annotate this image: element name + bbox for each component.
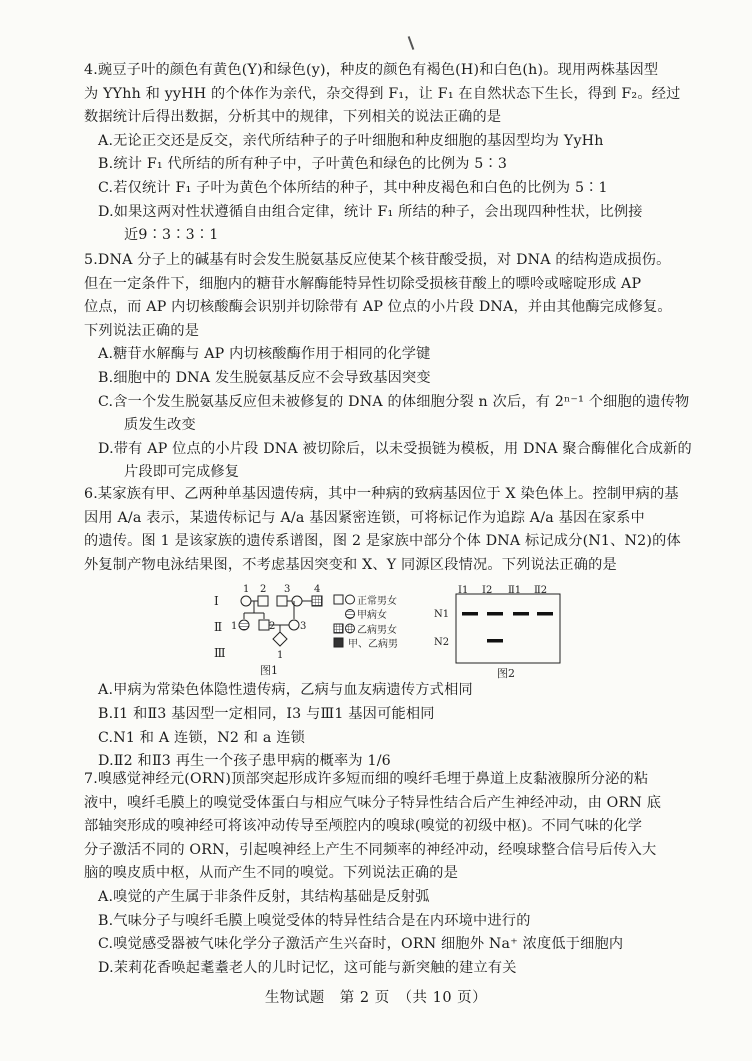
legend-label: 甲病女 bbox=[357, 610, 387, 621]
question-stem-line: 为 YYhh 和 yyHH 的个体作为亲代，杂交得到 F₁，让 F₁ 在自然状态下生长，得到 F₂。经过 bbox=[84, 85, 681, 102]
option-a: A.甲病为常染色体隐性遗传病，乙病与血友病遗传方式相同 bbox=[98, 682, 473, 699]
band-n2-lane-2 bbox=[487, 639, 503, 643]
option-c: C.嗅觉感受器被气味化学分子激活产生兴奋时，ORN 细胞外 Na⁺ 浓度低于细胞内 bbox=[98, 936, 624, 953]
question-5 bbox=[84, 249, 704, 485]
individual-number: 3 bbox=[300, 621, 307, 632]
question-stem-line: 数据统计后得出数据，分析其中的规律，下列相关的说法正确的是 bbox=[84, 109, 502, 126]
electrophoresis-figure bbox=[432, 585, 562, 679]
legend-disease-b-female-icon bbox=[346, 624, 355, 633]
question-stem-line: 因用 A/a 表示，某遗传标记与 A/a 基因紧密连锁，可将标记作为追踪 A/a 基因在家系中 bbox=[84, 509, 645, 526]
option-c: C.含一个发生脱氨基反应但未被修复的 DNA 的体细胞分裂 n 次后，有 2ⁿ⁻¹ 个细胞的遗传物 bbox=[98, 393, 690, 410]
pedigree-figure bbox=[210, 581, 430, 679]
option-a: A.嗅觉的产生属于非条件反射，其结构基础是反射弧 bbox=[98, 888, 430, 905]
option-b: B.气味分子与嗅纤毛膜上嗅觉受体的特异性结合是在内环境中进行的 bbox=[98, 912, 531, 929]
option-d: D.如果这两对性状遵循自由组合定律，统计 F₁ 所结的种子，会出现四种性状，比例接 bbox=[98, 203, 643, 220]
legend-female-normal-icon bbox=[346, 595, 355, 604]
individual-number: 2 bbox=[269, 621, 276, 632]
question-stem-line: 下列说法正确的是 bbox=[84, 322, 200, 339]
question-stem-line: 位点，而 AP 内切核酸酶会识别并切除带有 AP 位点的小片段 DNA，并由其他酶完成修复。 bbox=[84, 299, 672, 316]
question-stem-line: 6.某家族有甲、乙两种单基因遗传病，其中一种病的致病基因位于 X 染色体上。控制甲病的基 bbox=[84, 486, 679, 502]
male-normal-symbol bbox=[277, 596, 287, 606]
band-row-label: N1 bbox=[434, 609, 450, 620]
option-a: A.无论正交还是反交，亲代所结种子的子叶细胞和种皮细胞的基因型均为 YyHh bbox=[98, 132, 604, 149]
female-disease-a-symbol bbox=[239, 620, 249, 630]
figure-2-caption: 图2 bbox=[497, 667, 515, 679]
legend-disease-a-female-icon bbox=[346, 610, 355, 619]
male-normal-symbol bbox=[258, 596, 268, 606]
option-b: B.Ⅰ1 和Ⅱ3 基因型一定相同，Ⅰ3 与Ⅲ1 基因可能相同 bbox=[98, 705, 435, 722]
question-stem-line: 的遗传。图 1 是该家族的遗传系谱图，图 2 是家族中部分个体 DNA 标记成分(N1、N2)的体 bbox=[84, 533, 681, 550]
lane-label: Ⅰ2 bbox=[482, 585, 493, 596]
male-normal-symbol bbox=[259, 620, 269, 630]
individual-number: 4 bbox=[314, 584, 321, 595]
legend-both-diseases-male-icon bbox=[334, 638, 343, 647]
male-disease-b-symbol bbox=[312, 596, 322, 606]
female-normal-symbol bbox=[241, 596, 251, 606]
generation-label: Ⅲ bbox=[214, 646, 226, 660]
option-d-continued: 片段即可完成修复 bbox=[124, 464, 240, 481]
figure-1-caption: 图1 bbox=[260, 664, 278, 677]
legend-label: 正常男女 bbox=[357, 596, 397, 607]
question-stem-line: 液中，嗅纤毛膜上的嗅觉受体蛋白与相应气味分子特异性结合后产生神经冲动，由 ORN 底 bbox=[84, 794, 662, 811]
question-stem-line: 7.嗅感觉神经元(ORN)顶部突起形成许多短而细的嗅纤毛埋于鼻道上皮黏液腺所分泌的粘 bbox=[84, 771, 649, 787]
band-n1-lane-2 bbox=[487, 612, 503, 616]
legend-disease-b-male-icon bbox=[334, 624, 343, 633]
lane-label: Ⅱ1 bbox=[508, 585, 522, 596]
female-normal-symbol bbox=[289, 620, 299, 630]
question-stem-line: 部轴突形成的嗅神经可将该冲动传导至颅腔内的嗅球(嗅觉的初级中枢)。不同气味的化学 bbox=[84, 818, 643, 835]
option-a: A.糖苷水解酶与 AP 内切核酸酶作用于相同的化学键 bbox=[98, 346, 431, 363]
option-c-continued: 质发生改变 bbox=[124, 417, 196, 434]
individual-number: 2 bbox=[260, 584, 267, 595]
question-stem-line: 4.豌豆子叶的颜色有黄色(Y)和绿色(y)，种皮的颜色有褐色(H)和白色(h)。现用两株基因型 bbox=[84, 62, 659, 78]
option-b: B.统计 F₁ 代所结的所有种子中，子叶黄色和绿色的比例为 5∶3 bbox=[98, 156, 508, 173]
question-4 bbox=[84, 59, 704, 248]
band-n1-lane-1 bbox=[462, 612, 478, 616]
legend-label: 乙病男女 bbox=[357, 625, 397, 636]
individual-number: 1 bbox=[231, 621, 238, 632]
question-7 bbox=[84, 768, 704, 980]
generation-label: Ⅱ bbox=[214, 620, 223, 634]
option-c: C.若仅统计 F₁ 子叶为黄色个体所结的种子，其中种皮褐色和白色的比例为 5∶1 bbox=[98, 179, 608, 196]
band-n1-lane-3 bbox=[513, 612, 529, 616]
question-stem-line: 脑的嗅皮质中枢，从而产生不同的嗅觉。下列说法正确的是 bbox=[84, 865, 459, 882]
lane-label: Ⅰ1 bbox=[458, 585, 469, 596]
question-stem-line: 5.DNA 分子上的碱基有时会发生脱氨基反应使某个核苷酸受损，对 DNA 的结构造成损伤。 bbox=[84, 252, 671, 268]
individual-number: 1 bbox=[243, 584, 250, 595]
individual-number: 3 bbox=[284, 584, 291, 595]
generation-label: Ⅰ bbox=[214, 594, 219, 608]
question-stem-line: 分子激活不同的 ORN，引起嗅神经上产生不同频率的神经冲动，经嗅球整合信号后传入大 bbox=[84, 841, 657, 858]
option-d: D.茉莉花香唤起耄耋老人的儿时记忆，这可能与新突触的建立有关 bbox=[98, 959, 517, 976]
scan-mark bbox=[408, 36, 415, 50]
option-d: D.Ⅱ2 和Ⅱ3 再生一个孩子患甲病的概率为 1/6 bbox=[98, 753, 391, 770]
individual-number: 1 bbox=[277, 650, 284, 661]
question-stem-line: 但在一定条件下，细胞内的糖苷水解酶能特异性切除受损核苷酸上的嘌呤或嘧啶形成 AP bbox=[84, 275, 642, 292]
band-row-label: N2 bbox=[434, 637, 450, 648]
band-n1-lane-4 bbox=[537, 612, 553, 616]
gel-frame bbox=[456, 594, 560, 663]
unknown-sex-symbol bbox=[273, 632, 287, 646]
page-footer: 生物试题 第 2 页 （共 10 页） bbox=[264, 990, 488, 1006]
legend-male-normal-icon bbox=[334, 595, 343, 604]
option-c: C.N1 和 A 连锁，N2 和 a 连锁 bbox=[98, 729, 306, 746]
option-d-continued: 近9∶3∶3∶1 bbox=[124, 227, 219, 244]
lane-label: Ⅱ2 bbox=[534, 585, 548, 596]
question-stem-line: 外复制产物电泳结果图，不考虑基因突变和 X、Y 同源区段情况。下列说法正确的是 bbox=[84, 556, 617, 573]
figures bbox=[210, 581, 570, 679]
option-d: D.带有 AP 位点的小片段 DNA 被切除后，以未受损链为模板，用 DNA 聚合酶催化合成新的 bbox=[98, 440, 692, 457]
legend-label: 甲、乙病男 bbox=[348, 639, 398, 650]
option-b: B.细胞中的 DNA 发生脱氨基反应不会导致基因突变 bbox=[98, 369, 431, 386]
